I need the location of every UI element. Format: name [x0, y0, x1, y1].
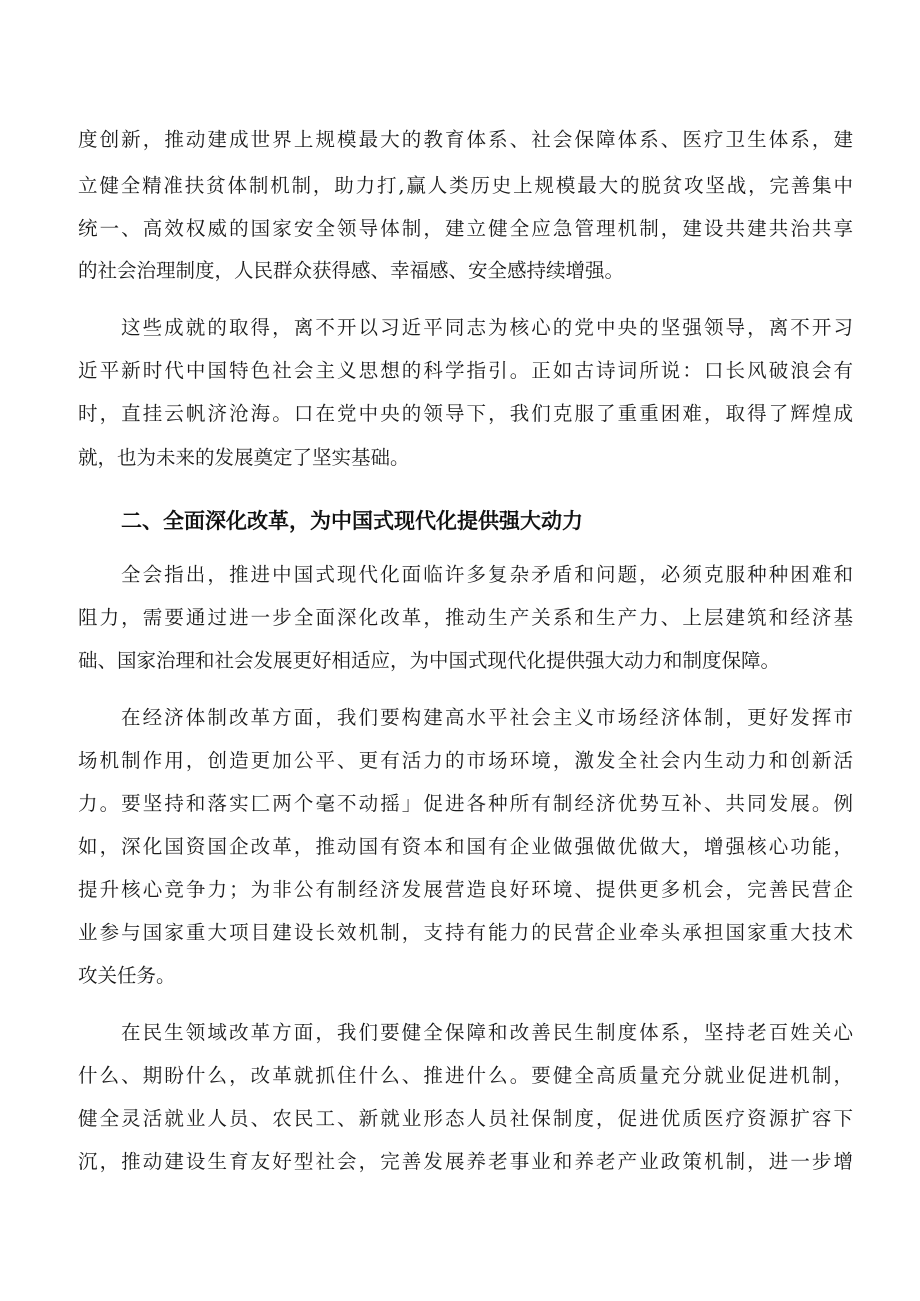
paragraph-line: 什么、期盼什么，改革就抓住什么、推进什么。要健全高质量充分就业促进机制， [78, 1064, 853, 1087]
paragraph-line: 础、国家治理和社会发展更好相适应，为中国式现代化提供强大动力和制度保障。 [78, 649, 781, 672]
section-heading: 二、全面深化改革，为中国式现代化提供强大动力 [121, 509, 583, 533]
paragraph-line: 健全灵活就业人员、农民工、新就业形态人员社保制度，促进优质医疗资源扩容下 [78, 1107, 853, 1130]
paragraph-line: 度创新，推动建成世界上规模最大的教育体系、社会保障体系、医疗卫生体系，建 [78, 128, 853, 151]
paragraph-line: 提升核心竞争力；为非公有制经济发展营造良好环境、提供更多机会，完善民营企 [78, 878, 853, 901]
paragraph-line: 沉，推动建设生育友好型社会，完善发展养老事业和养老产业政策机制，进一步增 [78, 1150, 853, 1173]
paragraph-line: 在经济体制改革方面，我们要构建高水平社会主义市场经济体制，更好发挥市 [121, 706, 853, 729]
paragraph-line: 在民生领域改革方面，我们要健全保障和改善民生制度体系，坚持老百姓关心 [121, 1021, 853, 1044]
paragraph-line: 的社会治理制度，人民群众获得感、幸福感、安全感持续增强。 [78, 259, 625, 282]
paragraph-line: 立健全精准扶贫体制机制，助力打,赢人类历史上规模最大的脱贫攻坚战，完善集中 [78, 174, 853, 197]
paragraph-line: 全会指出，推进中国式现代化面临许多复杂矛盾和问题，必须克服种种困难和 [121, 563, 853, 586]
paragraph-line: 阻力，需要通过进一步全面深化改革，推动生产关系和生产力、上层建筑和经济基 [78, 606, 853, 629]
paragraph-line: 业参与国家重大项目建设长效机制，支持有能力的民营企业牵头承担国家重大技术 [78, 921, 853, 944]
paragraph-line: 时，直挂云帆济沧海。口在党中央的领导下，我们克服了重重困难，取得了辉煌成 [78, 402, 853, 425]
paragraph-line: 如，深化国资国企改革，推动国有资本和国有企业做强做优做大，增强核心功能， [78, 835, 853, 858]
paragraph-line: 就，也为未来的发展奠定了坚实基础。 [78, 446, 410, 469]
paragraph-line: 这些成就的取得，离不开以习近平同志为核心的党中央的坚强领导，离不开习 [121, 316, 853, 339]
paragraph-line: 近平新时代中国特色社会主义思想的科学指引。正如古诗词所说：口长风破浪会有 [78, 359, 853, 382]
paragraph-line: 力。要坚持和落实匚两个毫不动摇」促进各种所有制经济优势互补、共同发展。例 [78, 792, 853, 815]
paragraph-line: 攻关任务。 [78, 964, 176, 987]
paragraph-line: 场机制作用，创造更加公平、更有活力的市场环境，激发全社会内生动力和创新活 [78, 749, 853, 772]
paragraph-line: 统一、高效权威的国家安全领导体制，建立健全应急管理机制，建设共建共治共享 [78, 217, 853, 240]
